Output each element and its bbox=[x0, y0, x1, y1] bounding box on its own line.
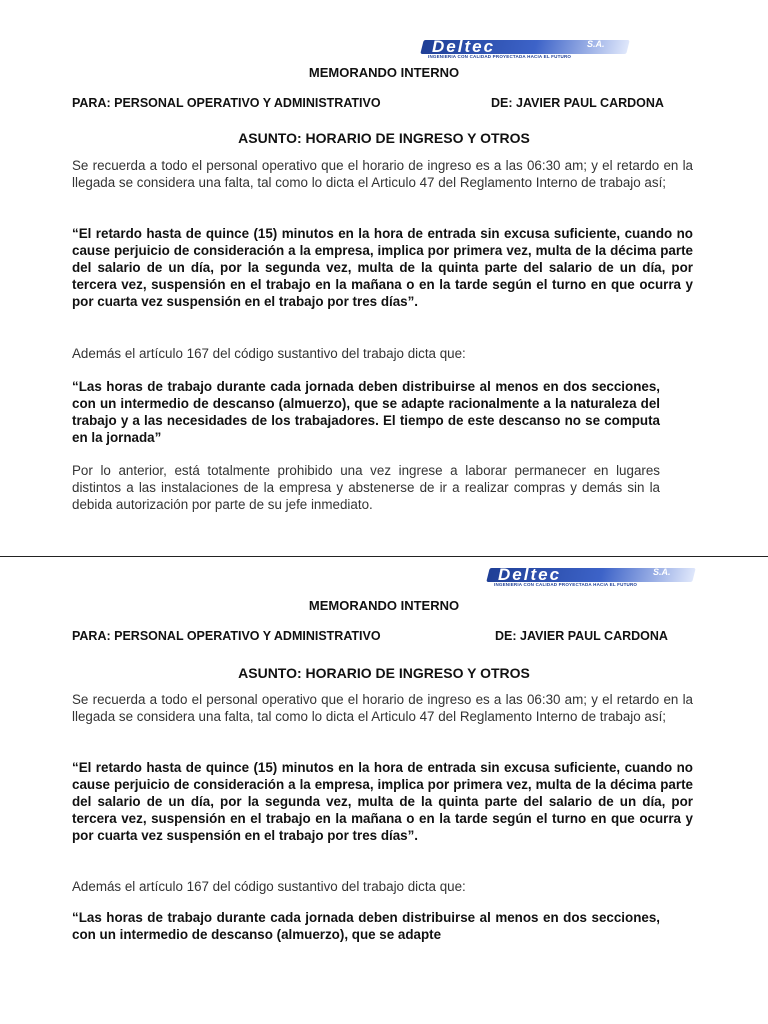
regulation-quote: “El retardo hasta de quince (15) minutos en la hora de entrada sin excusa suficiente, cuando no cause perjuicio de consideración a la empresa, implica por primera vez, multa de la décima parte del salario de un día, por la segunda vez, multa de la quinta parte del salario de un día, por tercera vez, suspensión en el trabajo en la mañana o en la tarde según el turno en que ocurra y por cuarta vez suspensión en el trabajo por tres días”. bbox=[72, 760, 693, 843]
memo-title: MEMORANDO INTERNO bbox=[308, 598, 460, 613]
intro-paragraph: Se recuerda a todo el personal operativo que el horario de ingreso es a las 06:30 am; y el retardo en la llegada se considera una falta, tal como lo dicta el Articulo 47 del Reglamento Interno de trabajo así; bbox=[72, 158, 693, 190]
logo-suffix: S.A. bbox=[653, 567, 671, 577]
logo-tagline: INGENIERIA CON CALIDAD PROYECTADA HACIA EL FUTURO bbox=[494, 582, 638, 587]
memo-recipient: PARA: PERSONAL OPERATIVO Y ADMINISTRATIVO bbox=[72, 629, 381, 643]
logo-brand: Deltec bbox=[498, 565, 562, 584]
memo-subject: ASUNTO: HORARIO DE INGRESO Y OTROS bbox=[238, 130, 530, 146]
memo-title: MEMORANDO INTERNO bbox=[308, 65, 460, 80]
memo-sender: DE: JAVIER PAUL CARDONA bbox=[495, 629, 668, 643]
regulation-quote: “El retardo hasta de quince (15) minutos en la hora de entrada sin excusa suficiente, cuando no cause perjuicio de consideración a la empresa, implica por primera vez, multa de la décima parte del salario de un día, por la segunda vez, multa de la quinta parte del salario de un día, por tercera vez, suspensión en el trabajo en la mañana o en la tarde según el turno en que ocurra y por cuarta vez suspensión en el trabajo por tres días”. bbox=[72, 226, 693, 309]
memo-recipient: PARA: PERSONAL OPERATIVO Y ADMINISTRATIVO bbox=[72, 96, 381, 110]
deltec-logo bbox=[488, 565, 694, 588]
article-quote: “Las horas de trabajo durante cada jornada deben distribuirse al menos en dos secciones, con un intermedio de descanso (almuerzo), que se adapte racionalmente a la naturaleza del trabajo y a las necesidades de los trabajadores. El tiempo de este descanso no se computa en la jornada” bbox=[72, 379, 660, 445]
deltec-logo bbox=[422, 37, 628, 60]
logo-tagline: INGENIERIA CON CALIDAD PROYECTADA HACIA EL FUTURO bbox=[428, 54, 572, 59]
closing-paragraph: Por lo anterior, está totalmente prohibido una vez ingrese a laborar permanecer en lugares distintos a las instalaciones de la empresa y abstenerse de ir a realizar compras y demás sin la debida autorización por parte de su jefe inmediato. bbox=[72, 463, 660, 512]
memo-sender: DE: JAVIER PAUL CARDONA bbox=[491, 96, 664, 110]
article-quote: “Las horas de trabajo durante cada jornada deben distribuirse al menos en dos secciones, con un intermedio de descanso (almuerzo), que se adapte bbox=[72, 910, 660, 942]
logo-brand: Deltec bbox=[432, 37, 496, 56]
article-reference: Además el artículo 167 del código sustantivo del trabajo dicta que: bbox=[72, 879, 466, 894]
logo-suffix: S.A. bbox=[587, 39, 605, 49]
memo-subject: ASUNTO: HORARIO DE INGRESO Y OTROS bbox=[238, 665, 530, 681]
article-reference: Además el artículo 167 del código sustantivo del trabajo dicta que: bbox=[72, 346, 466, 361]
page-divider bbox=[0, 556, 768, 557]
intro-paragraph: Se recuerda a todo el personal operativo que el horario de ingreso es a las 06:30 am; y el retardo en la llegada se considera una falta, tal como lo dicta el Articulo 47 del Reglamento Interno de trabajo así; bbox=[72, 692, 693, 724]
